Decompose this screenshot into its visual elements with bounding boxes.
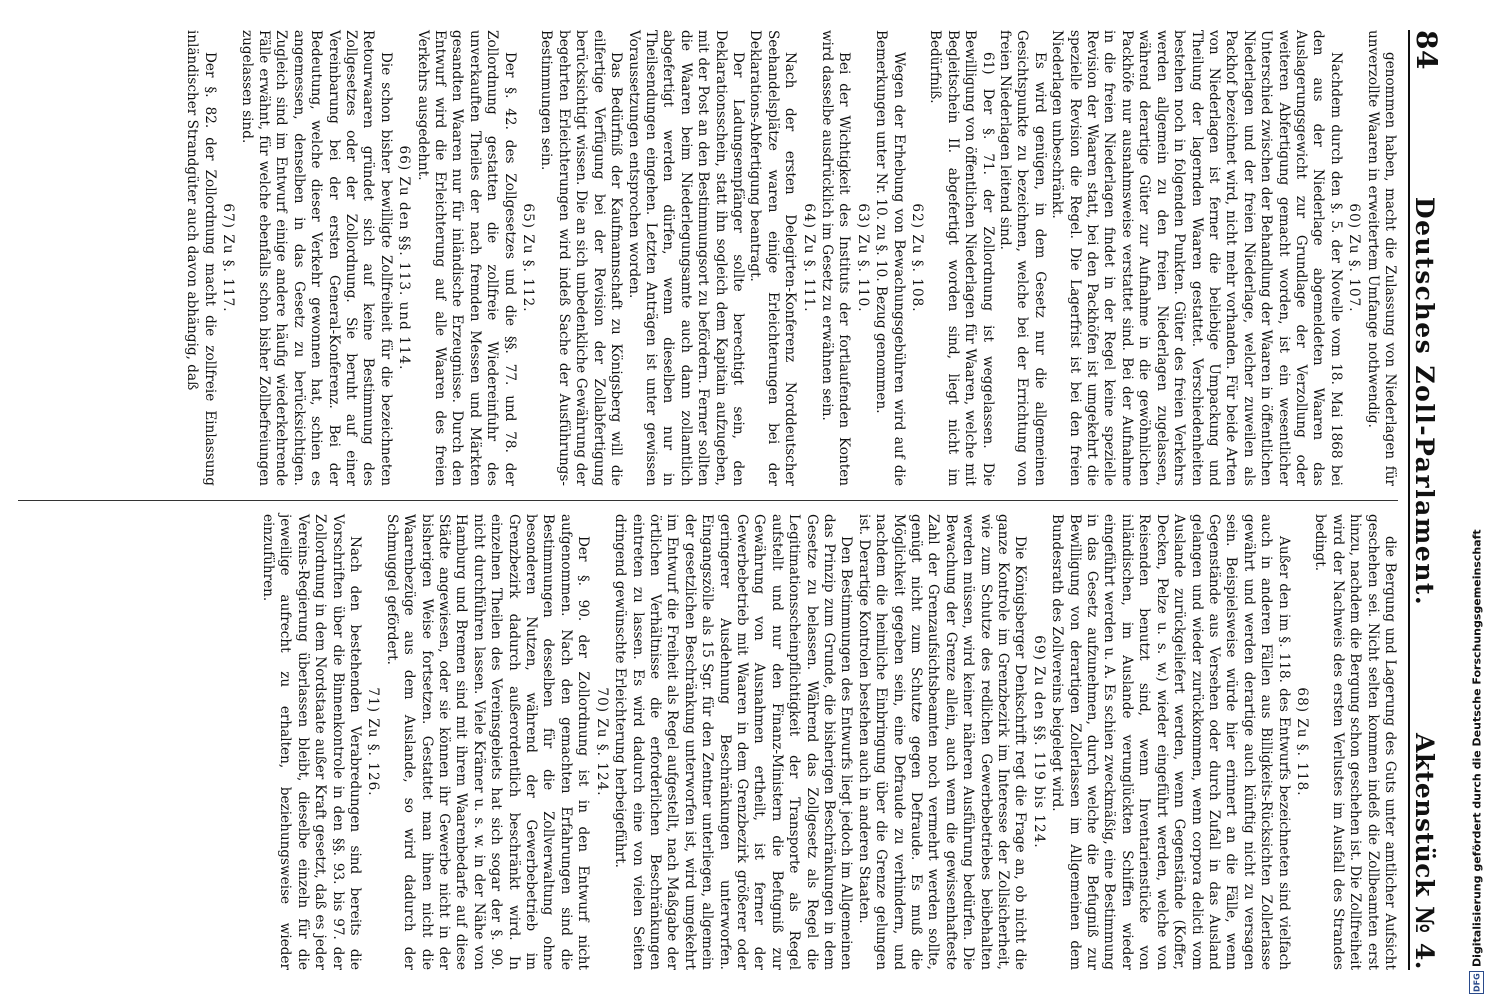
paragraph: Die schon bisher bewilligte Zollfreiheit für die bezeichneten Retourwaaren gründet sich auf keine Bestimmung des Zollgesetzes oder der Zollordnung. Sie beruht auf einer Vereinbarung bei der ersten General-Konferenz. Bei der Bedeutung, welche dieser Verkehr gewonnen hat, schien es angemessen, denselben in das Gesetz zu berücksichtigen. Zugleich sind im Entwurf einige andere häufig wiederkehrende Fälle erwähnt, für welche ebenfalls schon bisher Zollbefreiungen zugelassen sind.	[238, 30, 394, 486]
paragraph: Die Königsberger Denkschrift regt die Frage an, ob nicht die ganze Kontrole im Grenzbezirk im Interesse der Zollsicherheit, wie zum Schutze des redlichen Gewerbebetriebes beibehalten werden müssen, wird keiner näheren Ausführung bedürfen. Die Bewachung der Grenze allein, auch wenn die gewissenhafteste Zahl der Grenzaufsichtsbeamten noch vermehrt werden sollte, genügt nicht zum Schutze gegen Defraude. Es muß die Möglichkeit gegeben sein, eine Defraude zu verhindern, und nachdem die heimliche Einbringung über die Grenze gelungen ist. Derartige Kontrolen bestehen auch in anderen Staaten.	[855, 514, 1029, 970]
left-column	[183, 30, 1398, 486]
paragraph: Außer den im §. 118. des Entwurfs bezeichneten sind vielfach auch in anderen Fällen aus Billigkeits-Rücksichten Zollerlasse gewährt und werden derartige auch künftig nicht zu versagen sein. Beispielsweise würde hier erinnert an die Fälle, wenn Gegenstände aus Versehen oder durch Zufall in das Ausland gelangen und wieder zurückkommen, wenn corpora delicti vom Auslande zurückgeliefert werden, wenn Gegenstände (Koffer, Decken, Pelze u. s. w.) wieder eingeführt werden, welche von Reisenden benutzt sind, wenn Inventarienstücke von inländischen, im Auslande verunglückten Schiffen wieder eingeführt werden u. A. Es schien zweckmäßig, eine Bestimmung in das Gesetz aufzunehmen, durch welche die Befugniß zur Bewilligung von derartigen Zollerlassen im Allgemeinen dem Bundesrath des Zollvereins beigelegt wird.	[1049, 514, 1292, 970]
page-header	[1408, 30, 1456, 970]
section-heading: 70) Zu §. 124.	[593, 687, 610, 797]
section-heading: 63) Zu §. 110.	[854, 203, 871, 313]
section-heading: 71) Zu §. 126.	[365, 687, 382, 797]
section-heading: 60) Zu §. 107.	[1346, 203, 1363, 313]
section-heading: 62) Zu §. 108.	[909, 203, 926, 313]
document-issue: Aktenstück № 4.	[1410, 733, 1439, 970]
paragraph: Nach der ersten Delegirten-Konferenz Norddeutscher Seehandelsplätze waren einige Erleichterungen bei der Deklarations-Abfertigung beantragt.	[747, 30, 799, 486]
section-heading: 66) Zu den §§. 113. und 114.	[396, 145, 413, 371]
paragraph: Es wird genügen, in dem Gesetz nur die allgemeinen Gesichtspunkte zu bezeichnen, welche bei der Errichtung von freien Niederlagen leitend sind.	[997, 30, 1048, 486]
credit-text: Digitalisierung gefördert durch die Deutsche Forschungsgemeinschaft	[1470, 529, 1484, 968]
column-divider	[18, 500, 1398, 501]
paragraph: Der §. 82. der Zollordnung macht die zollfreie Einlassung inländischer Strandgüter auch davon abhängig, daß	[184, 30, 218, 486]
paragraph: Wegen der Erhebung von Bewachungsgebühren wird auf die Bemerkungen unter Nr. 10. zu §. 10. Bezug genommen.	[873, 30, 907, 486]
digitization-credit	[1466, 0, 1488, 1000]
paragraph: Der Ladungsempfänger sollte berechtigt sein, den Deklarationsschein, statt ihn sogleich dem Kapitain aufzugeben, mit der Post an den Bestimmungsort zu befördern. Ferner sollten die Waaren beim Niederlegungsamte auch dann zollamtlich abgefertigt werden dürfen, wenn dieselben nur in Theilsendungen eingehen. Letzten Anträgen ist unter gewissen Voraussetzungen entsprochen worden.	[625, 30, 746, 486]
publication-title: Deutsches Zoll-Parlament.	[1410, 196, 1439, 607]
page-number: 84	[1410, 30, 1443, 70]
section-heading: 68) Zu §. 118.	[1293, 687, 1310, 797]
paragraph: Der §. 90. der Zollordnung ist in den Entwurf nicht aufgenommen. Nach den gemachten Erfahrungen sind die Bestimmungen desselben für die Zollverwaltung ohne besonderen Nutzen, während der Gewerbebetrieb im Grenzbezirk dadurch außerordentlich beschränkt wird. In einzelnen Theilen des Vereinsgebiets hat sich sogar der §. 90. nicht durchführen lassen. Viele Krämer u. s. w. in der Nähe von Hamburg und Bremen sind mit ihrem Waarenbedarfe auf diese Städte angewiesen, oder sie können ihr Gewerbe nicht in der bisherigen Weise fortsetzen. Gestattet man ihnen nicht die Waarenbezüge aus dem Auslande, so wird dadurch der Schmuggel gefördert.	[383, 514, 592, 970]
paragraph: genommen haben, macht die Zulassung von Niederlagen für unverzollte Waaren in erweitertem Umfange nothwendig.	[1364, 30, 1398, 486]
paragraph: Den Bestimmungen des Entwurfs liegt jedoch im Allgemeinen das Prinzip zum Grunde, die bisherigen Beschränkungen in dem Gesetze zu belassen. Während das Zollgesetz als Regel die Legitimationsscheinpflichtigkeit der Transporte als Regel aufstellt und nur den Finanz-Ministern die Befugniß zur Gewährung von Ausnahmen ertheilt, ist ferner der Gewerbebetrieb mit Waaren in dem Grenzbezirk größerer oder geringerer Ausdehnung Beschränkungen unterworfen. Eingangszölle als 15 Sgr. für den Zentner unterliegen, allgemein der gesetzlichen Beschränkung unterworfen ist, wird umgekehrt im Entwurf die Freiheit als Regel aufgestellt, nach Maßgabe der örtlichen Verhältnisse die erforderlichen Beschränkungen eintreten zu lassen. Es wird dadurch eine von vielen Seiten dringend gewünschte Erleichterung herbeigeführt.	[612, 514, 855, 970]
right-column	[259, 514, 1398, 970]
section-heading: 64) Zu §. 111.	[800, 203, 817, 313]
dfg-logo: DFG	[1470, 971, 1485, 994]
paragraph: Das Bedürfniß der Kaufmannschaft zu Königsberg will die eilfertige Verfügung bei der Revision der Zollabfertigung berücksichtigt wissen. Die an sich unbedenkliche Gewährung der begehrten Erleichterungen wird indeß Sache der Ausführungs-Bestimmungen sein.	[538, 30, 625, 486]
section-heading: 69) Zu den §§. 119 bis 124.	[1030, 635, 1047, 849]
section-heading: 67) Zu §. 117.	[220, 203, 237, 313]
paragraph: Nachdem durch den §. 5. der Novelle vom 18. Mai 1868 bei den aus der Niederlage abgemeldeten Waaren das Auslagerungsgewicht zur Grundlage der Verzollung oder weiteren Abfertigung gemacht worden, ist ein wesentlicher Unterschied zwischen der Behandlung der Waaren in öffentlichen Niederlagen und der freien Niederlage, welcher zuweilen als Packhof bezeichnet wird, nicht mehr vorhanden. Für beide Arten von Niederlagen ist ferner die beliebige Umpackung und Theilung der lagernden Waaren gestattet. Verschiedenheiten bestehen noch in folgenden Punkten. Güter des freien Verkehrs werden allgemein zu den freien Niederlagen zugelassen, während derartige Güter zur Aufnahme in die gewöhnlichen Packhöfe nur ausnahmsweise verstattet sind. Bei der Aufnahme in die freien Niederlagen findet in der Regel keine spezielle Revision der Waaren statt, bei den Packhöfen ist umgekehrt die spezielle Revision die Regel. Die Lagerfrist ist bei den freien Niederlagen unbeschränkt.	[1049, 30, 1344, 486]
paragraph: die Bergung und Lagerung des Guts unter amtlicher Aufsicht geschehen sei. Nicht selten kommen indeß die Zollbeamten erst hinzu, nachdem die Bergung schon geschehen ist. Die Zollfreiheit wird der Nachweis des ersten Verlustes im Ausfall des Strandes bedingt.	[1312, 514, 1398, 970]
paragraph: Der §. 42. des Zollgesetzes und die §§. 77. und 78. der Zollordnung gestatten die zollfreie Wiedereinfuhr des unverkauften Theiles der nach fremden Messen und Märkten gesandten Waaren nur für inländische Erzeugnisse. Durch den Entwurf wird die Erleichterung auf alle Waaren des freien Verkehrs ausgedehnt.	[414, 30, 518, 486]
paragraph: Nach den bestehenden Verabredungen sind bereits die Vorschriften über die Binnenkontrole in den §§. 93. bis 97. der Zollordnung in dem Nordstaate außer Kraft gesetzt, daß es jeder Vereins-Regierung überlassen bleibt, dieselbe einzeln für die jeweilige aufrecht zu erhalten, beziehungsweise wieder einzuführen.	[260, 514, 364, 970]
paragraph: 61) Der §. 71. der Zollordnung ist weggelassen. Die Bewilligung von öffentlichen Niederlagen für Waaren, welche mit Begleitschein II. abgefertigt worden sind, liegt nicht im Bedürfniß.	[927, 30, 996, 486]
paragraph: Bei der Wichtigkeit des Instituts der fortlaufenden Konten wird dasselbe ausdrücklich im Gesetz zu erwähnen sein.	[819, 30, 853, 486]
section-heading: 65) Zu §. 112.	[520, 203, 537, 313]
